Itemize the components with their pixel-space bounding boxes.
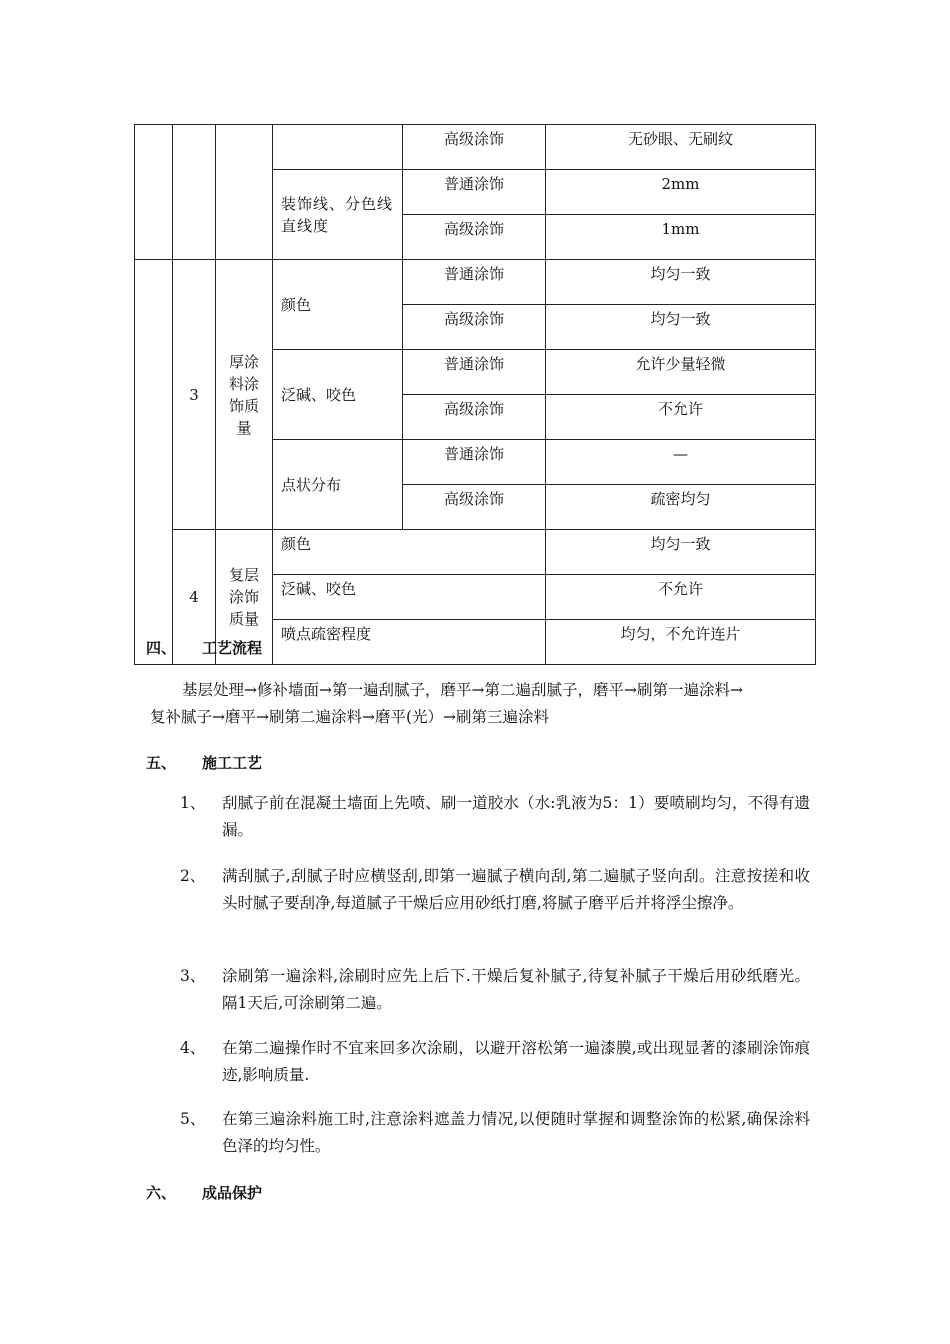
section-title: 成品保护 [202,1184,263,1202]
requirement-cell: 允许少量轻微 [546,350,816,395]
process-flow-line: 基层处理→修补墙面→第一遍刮腻子，磨平→第二遍刮腻子，磨平→刷第一遍涂料→ [182,681,743,699]
step-number: 4、 [180,1039,206,1057]
section-heading [146,752,262,773]
table-row [135,260,816,305]
table-row [135,125,816,170]
step-number: 3、 [180,967,206,985]
grade-cell: 高级涂饰 [403,215,546,260]
requirement-cell: 均匀，不允许连片 [546,620,816,665]
requirement-cell: 无砂眼、无刷纹 [546,125,816,170]
list-item [180,1106,810,1160]
requirement-cell: 不允许 [546,575,816,620]
requirement-cell: — [546,440,816,485]
group-name: 复层涂饰质量 [216,530,273,665]
quality-table [134,124,816,665]
step-text: 在第三遍涂料施工时,注意涂料遮盖力情况,以便随时掌握和调整涂饰的松紧,确保涂料色泽的均匀性。 [222,1110,810,1155]
list-item [180,1035,810,1089]
grade-cell: 普通涂饰 [403,440,546,485]
item-cell: 喷点疏密程度 [273,620,546,665]
item-cell: 装饰线、分色线直线度 [273,170,403,260]
requirement-cell: 不允许 [546,395,816,440]
grade-cell: 普通涂饰 [403,350,546,395]
grade-cell: 高级涂饰 [403,485,546,530]
section-heading [146,637,262,658]
step-text: 涂刷第一遍涂料,涂刷时应先上后下.干燥后复补腻子,待复补腻子干燥后用砂纸磨光。隔1天后,可涂刷第二遍。 [222,967,810,1012]
item-cell: 颜色 [273,530,546,575]
table-cell [273,125,403,170]
table-cell [173,125,216,260]
step-text: 刮腻子前在混凝土墙面上先喷、刷一道胶水（水:乳液为5：1）要喷刷均匀，不得有遗漏。 [222,794,810,839]
section-number: 五、 [146,754,177,772]
grade-cell: 高级涂饰 [403,125,546,170]
grade-cell: 高级涂饰 [403,395,546,440]
step-text: 在第二遍操作时不宜来回多次涂刷，以避开溶松第一遍漆膜,或出现显著的漆刷涂饰痕迹,影响质量. [222,1039,810,1084]
step-number: 1、 [180,794,206,812]
grade-cell: 普通涂饰 [403,260,546,305]
section-number: 六、 [146,1184,177,1202]
step-text: 满刮腻子,刮腻子时应横竖刮,即第一遍腻子横向刮,第二遍腻子竖向刮。注意按搓和收头时腻子要刮净,每道腻子干燥后应用砂纸打磨,将腻子磨平后并将浮尘擦净。 [222,867,810,912]
grade-cell: 普通涂饰 [403,170,546,215]
item-cell: 点状分布 [273,440,403,530]
section-title: 工艺流程 [202,639,263,657]
requirement-cell: 疏密均匀 [546,485,816,530]
requirement-cell: 均匀一致 [546,260,816,305]
requirement-cell: 1mm [546,215,816,260]
list-item [180,863,810,917]
table-cell [135,125,173,260]
list-item [180,963,810,1017]
requirement-cell: 均匀一致 [546,305,816,350]
section-number: 四、 [146,639,177,657]
table-row [135,530,816,575]
step-number: 2、 [180,867,206,885]
item-cell: 泛碱、咬色 [273,575,546,620]
section-title: 施工工艺 [202,754,263,772]
step-number: 5、 [180,1110,206,1128]
process-flow-line: 复补腻子→磨平→刷第二遍涂料→磨平(光）→刷第三遍涂料 [150,708,549,726]
item-cell: 泛碱、咬色 [273,350,403,440]
group-number: 3 [173,260,216,530]
group-name: 厚涂料涂饰质量 [216,260,273,530]
group-number: 4 [173,530,216,665]
requirement-cell: 2mm [546,170,816,215]
table-cell [135,260,173,665]
section-heading [146,1182,262,1203]
list-item [180,790,810,844]
item-cell: 颜色 [273,260,403,350]
requirement-cell: 均匀一致 [546,530,816,575]
table-cell [216,125,273,260]
grade-cell: 高级涂饰 [403,305,546,350]
